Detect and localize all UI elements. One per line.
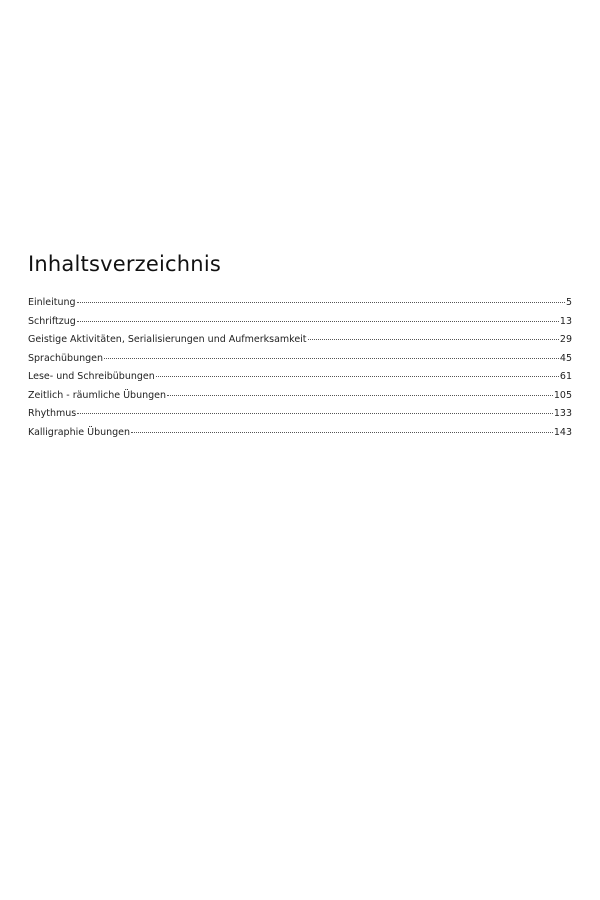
dot-leader	[77, 302, 565, 303]
dot-leader	[131, 432, 553, 433]
toc-entry-label: Kalligraphie Übungen	[28, 426, 131, 438]
toc-entry-label: Einleitung	[28, 297, 76, 308]
toc-entry	[28, 350, 572, 369]
dot-leader	[308, 339, 559, 340]
dot-leader	[167, 395, 553, 396]
dot-leader	[77, 413, 553, 414]
toc-entry	[28, 387, 572, 406]
toc-entry	[28, 405, 572, 424]
dot-leader	[156, 376, 559, 377]
toc-entry-label: Sprachübungen	[28, 352, 104, 364]
toc-entry-page: 143	[553, 426, 572, 438]
dot-leader	[104, 358, 559, 359]
dot-leader	[77, 321, 559, 322]
toc-entry	[28, 313, 572, 332]
toc-entry-label: Lese- und Schreibübungen	[28, 371, 155, 382]
toc-entry-page: 133	[553, 408, 572, 419]
toc-entry-page: 61	[559, 371, 572, 382]
toc-list	[28, 294, 572, 442]
toc-title: Inhaltsverzeichnis	[28, 252, 221, 276]
toc-entry-label: Geistige Aktivitäten, Serialisierungen und Aufmerksamkeit	[28, 334, 307, 345]
toc-entry	[28, 331, 572, 350]
toc-entry	[28, 294, 572, 313]
toc-entry	[28, 424, 572, 443]
toc-entry-page: 5	[565, 297, 572, 308]
toc-entry-page: 45	[559, 352, 572, 364]
toc-entry	[28, 368, 572, 387]
toc-entry-label: Schriftzug	[28, 315, 76, 327]
toc-entry-page: 29	[559, 334, 572, 345]
toc-entry-page: 105	[553, 389, 572, 401]
toc-entry-page: 13	[559, 315, 572, 327]
toc-entry-label: Zeitlich - räumliche Übungen	[28, 389, 167, 401]
toc-entry-label: Rhythmus	[28, 408, 77, 419]
